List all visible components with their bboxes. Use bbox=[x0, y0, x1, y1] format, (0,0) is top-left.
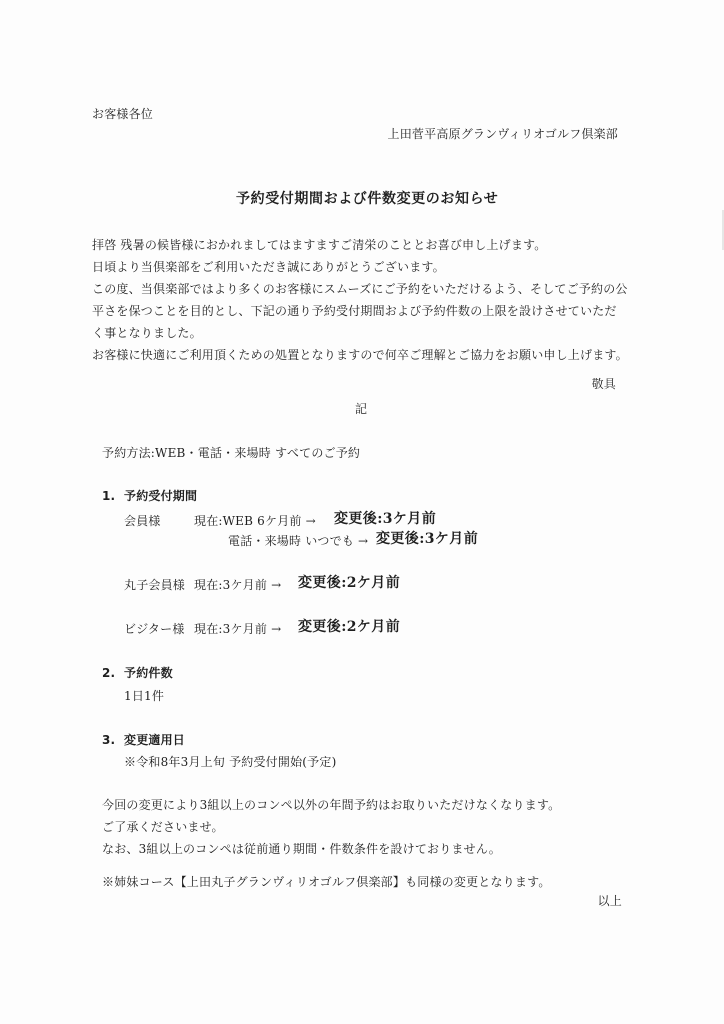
marugo-label: 丸子会員様 bbox=[124, 578, 186, 592]
visitor-new: 変更後:2ケ月前 bbox=[298, 619, 401, 635]
section2-heading: 予約件数 bbox=[124, 666, 173, 680]
visitor-current: 現在:3ケ月前 → bbox=[194, 622, 282, 636]
closing-keigu: 敬具 bbox=[591, 377, 616, 391]
sender: 上田菅平高原グランヴィリオゴルフ倶楽部 bbox=[387, 127, 618, 141]
marugo-new: 変更後:2ケ月前 bbox=[298, 575, 401, 591]
section3-number: 3. bbox=[102, 733, 116, 747]
section1-number: 1. bbox=[102, 489, 116, 503]
note-line-2: ご了承くださいませ。 bbox=[102, 820, 224, 834]
marugo-current: 現在:3ケ月前 → bbox=[194, 578, 282, 592]
body-line-6: お客様に快適にご利用頂くための処置となりますので何卒ご理解とご協力をお願い申し上げます。 bbox=[92, 348, 628, 362]
member-web-new: 変更後:3ケ月前 bbox=[334, 511, 437, 527]
note-line-3: なお、3組以上のコンペは従前通り期間・件数条件を設けておりません。 bbox=[102, 842, 501, 856]
end-ijou: 以上 bbox=[597, 894, 622, 908]
recipient: お客様各位 bbox=[92, 107, 154, 121]
document-title: 予約受付期間および件数変更のお知らせ bbox=[236, 191, 499, 207]
member-phone-current: 電話・来場時 いつでも → bbox=[228, 534, 369, 548]
member-web-current: 現在:WEB 6ケ月前 → bbox=[194, 514, 316, 528]
sister-course-note: ※姉妹コース【上田丸子グランヴィリオゴルフ倶楽部】も同様の変更となります。 bbox=[102, 875, 551, 889]
body-line-5: く事となりました。 bbox=[92, 326, 202, 340]
member-label: 会員様 bbox=[124, 514, 161, 528]
body-line-2: 日頃より当倶楽部をご利用いただき誠にありがとうございます。 bbox=[92, 260, 445, 274]
body-line-1: 拝啓 残暑の候皆様におかれましてはますますご清栄のこととお喜び申し上げます。 bbox=[92, 238, 547, 252]
section1-heading: 予約受付期間 bbox=[124, 489, 198, 503]
section3-heading: 変更適用日 bbox=[124, 733, 186, 747]
ki-mark: 記 bbox=[355, 402, 368, 416]
section2-number: 2. bbox=[102, 666, 116, 680]
section2-value: 1日1件 bbox=[124, 689, 165, 703]
note-line-1: 今回の変更により3組以上のコンペ以外の年間予約はお取りいただけなくなります。 bbox=[102, 798, 561, 812]
member-phone-new: 変更後:3ケ月前 bbox=[376, 531, 479, 547]
body-line-4: 平さを保つことを目的とし、下記の通り予約受付期間および予約件数の上限を設けさせていただ bbox=[92, 304, 617, 318]
reservation-method: 予約方法:WEB・電話・来場時 すべてのご予約 bbox=[102, 446, 361, 460]
body-line-3: この度、当倶楽部ではより多くのお客様にスムーズにご予約をいただけるよう、そしてご予約の公 bbox=[92, 282, 628, 296]
visitor-label: ビジター様 bbox=[124, 622, 185, 636]
section3-value: ※令和8年3月上旬 予約受付開始(予定) bbox=[124, 755, 337, 769]
